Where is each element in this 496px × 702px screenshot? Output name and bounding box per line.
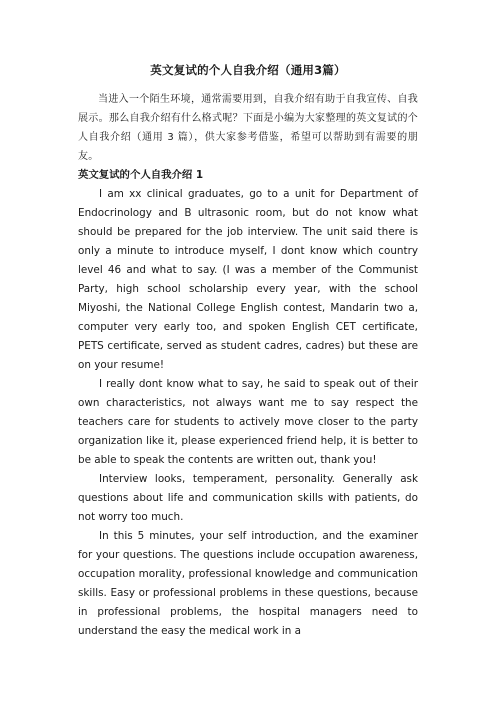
body-paragraph: In this 5 minutes, your self introduction, and the examiner for your questions. The questions include occupation awareness, occupation morality, professional knowledge and communication skills. Easy or professional problems in these questions, because in professional problems, the hospital managers need to understand the easy the medical work in a [78, 530, 418, 637]
section-heading: 英文复试的个人自我介绍 1 [78, 169, 204, 181]
document-title: 英文复试的个人自我介绍（通用3篇） [150, 63, 346, 77]
body-paragraph: Interview looks, temperament, personality. Generally ask questions about life and communication skills with patients, do not worry too much. [78, 473, 418, 523]
document-page [78, 62, 418, 641]
intro-paragraph: 当进入一个陌生环境，通常需要用到，自我介绍有助于自我宣传、自我展示。那么自我介绍有什么格式呢？下面是小编为大家整理的英文复试的个人自我介绍（通用 3 篇），供大家参考借鉴，希望可以帮助到有需要的朋友。 [78, 94, 418, 162]
body-paragraph: I really dont know what to say, he said to speak out of their own characteristics, not always want me to say respect the teachers care for students to actively move closer to the party organization like it, please experienced friend help, it is better to be able to speak the contents are written out, thank you! [78, 378, 418, 466]
body-paragraph: I am xx clinical graduates, go to a unit for Department of Endocrinology and B ultrasonic room, but do not know what should be prepared for the job interview. The unit said there is only a minute to introduce myself, I dont know which country level 46 and what to say. (I was a member of the Communist Party, high school scholarship every year, with the school Miyoshi, the National College English contest, Mandarin two a, computer very early too, and spoken English CET certificate, PETS certificate, served as student cadres, cadres) but these are on your resume! [78, 188, 418, 371]
